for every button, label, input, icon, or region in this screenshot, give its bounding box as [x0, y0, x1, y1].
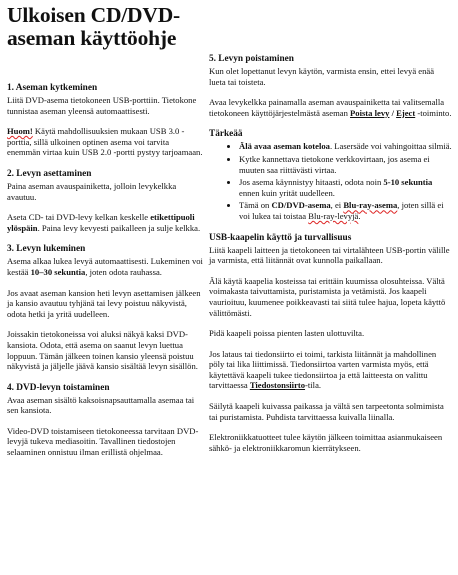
list-text: .	[358, 210, 361, 221]
emphasis-text: etikettipuoli ylöspäin	[7, 212, 195, 233]
list-text: Blu-ray-levyjä	[308, 210, 359, 221]
section-connect	[7, 82, 203, 158]
right-column	[209, 53, 452, 463]
paragraph-text: Käytä mahdollisuuksien mukaan USB 3.0 -porttia, sillä ulkoinen optinen asema voi tarvita enemmän virtaa kuin USB 2.0 -portti pystyy tarjoamaan.	[7, 126, 203, 158]
section-play	[7, 382, 203, 458]
section-heading: 2. Levyn asettaminen	[7, 168, 92, 179]
emphasis-text: Blu-ray-asema	[343, 200, 398, 211]
mode-reference: Tiedostonsiirto	[249, 380, 306, 391]
list-text: . Lasersäde voi vahingoittaa silmiä.	[329, 141, 452, 152]
section-heading: 4. DVD-levyn toistaminen	[7, 382, 110, 393]
section-usb-cable	[209, 232, 452, 454]
list-text: , joten sillä ei voi lukea tai toistaa	[239, 200, 444, 221]
paragraph: Elektroniikkatuotteet tulee käytön jälkeen toimittaa asianmukaiseen sähkö- ja elektroniikkaromun kierrätykseen.	[209, 432, 443, 453]
emphasis-text: 5-10 sekuntia	[383, 177, 433, 188]
section-insert	[7, 168, 203, 233]
paragraph: Säilytä kaapeli kuivassa paikassa ja vältä sen tarpeetonta solmimista tai puristamista. Puhdista tarvittaessa kuivalla liinalla.	[209, 401, 444, 422]
list-text: , ei	[330, 200, 344, 211]
emphasis-text: Älä avaa aseman koteloa	[239, 141, 330, 152]
paragraph: Älä käytä kaapelia kosteissa tai erittäin kuumissa olosuhteissa. Vältä voimakasta taivuttamista, puristamista ja vetämistä. Jos kaapeli vaurioituu, kuumenee poikkeavasti tai siitä tulee hajua, lopeta käyttö välittömästi.	[209, 275, 446, 318]
paragraph: Avaa aseman sisältö kaksoisnapsauttamalla asemaa tai sen kansiota.	[7, 394, 195, 416]
section-eject	[209, 53, 452, 118]
list-item	[239, 177, 452, 198]
paragraph: Liitä kaapeli laitteen ja tietokoneen tai virtalähteen USB-portin välille ja varmista, että liitännät ovat kunnolla paikallaan.	[209, 244, 450, 266]
paragraph	[7, 126, 203, 158]
paragraph-text: Aseta CD- tai DVD-levy kelkan keskelle	[7, 212, 151, 223]
separator: /	[389, 107, 397, 118]
menu-reference: Eject	[396, 107, 416, 118]
menu-reference: Poista levy	[350, 107, 390, 118]
paragraph-text: Jos lataus tai tiedonsiirto ei toimi, tarkista liitännät ja mahdollinen pöly tai lika liittimissä. Tiedonsiirtoa varten varmista myös, että käytettävä kaapeli tukee tiedonsiirtoa ja että laitteesta on valittu tarvittaessa	[209, 348, 437, 391]
list-text: Jos asema käynnistyy hitaasti, odota noin	[239, 177, 384, 188]
page-title: Ulkoisen CD/DVD-aseman käyttöohje	[7, 3, 180, 50]
emphasis-text: CD/DVD-asema	[271, 200, 331, 211]
section-heading: Tärkeää	[209, 129, 243, 140]
section-read	[7, 243, 203, 371]
paragraph: Pidä kaapeli poissa pienten lasten ulottuvilta.	[209, 328, 365, 339]
section-heading: 3. Levyn lukeminen	[7, 244, 86, 255]
paragraph: Kun olet lopettanut levyn käytön, varmista ensin, ettei levyä enää lueta tai toisteta.	[209, 66, 435, 87]
paragraph: Jos avaat aseman kansion heti levyn asettamisen jälkeen ja kansio avautuu tyhjänä tai levy poistuu näkyvistä, odota hetki ja yritä uudelleen.	[7, 287, 201, 319]
paragraph	[209, 97, 452, 118]
section-heading: USB-kaapelin käyttö ja turvallisuus	[209, 232, 352, 243]
list-item	[239, 141, 452, 152]
paragraph: Video-DVD toistamiseen tietokoneessa tarvitaan DVD-levyjä tukeva mediasoitin. Tavallinen tiedostojen selaaminen onnistuu ilman erillistä ohjelmaa.	[7, 425, 199, 458]
paragraph	[209, 349, 452, 391]
left-column	[7, 82, 203, 468]
paragraph: Liitä DVD-asema tietokoneen USB-porttiin. Tietokone tunnistaa aseman yleensä automaattisesti.	[7, 95, 197, 116]
list-text: Tämä on	[239, 200, 272, 211]
emphasis-text: 10–30 sekuntia	[30, 266, 86, 277]
paragraph-text: Asema alkaa lukea levyä automaattisesti. Lukeminen voi kestää	[7, 256, 203, 277]
list-text: ennen kuin yrität uudelleen.	[239, 187, 335, 198]
paragraph	[7, 212, 203, 233]
section-heading: 1. Aseman kytkeminen	[7, 83, 98, 93]
list-item: • Kytke kannettava tietokone verkkovirtaan, jos asema ei muuten saa riittävästi virtaa.	[239, 154, 452, 175]
paragraph-text: . Paina levy kevyesti paikalleen ja sulje kelkka.	[37, 222, 201, 233]
paragraph: Paina aseman avauspainiketta, jolloin levykelkka avautuu.	[7, 180, 177, 202]
section-important	[209, 128, 452, 221]
paragraph-text: Avaa levykelkka painamalla aseman avauspainiketta tai valitsemalla tietokoneen käyttöjärjestelmästä aseman	[209, 97, 445, 118]
warning-label: Huom!	[7, 126, 33, 137]
paragraph: Joissakin tietokoneissa voi aluksi näkyä kaksi DVD-kansiota. Odota, että asema on saanut levyn luettua loppuun. Tämän jälkeen toinen kansio yleensä poistuu näkyvistä ja jäljelle jäävä kansio sisältää levyn sisällön.	[7, 329, 198, 372]
paragraph-text: -toiminto.	[415, 107, 452, 118]
section-heading: 5. Levyn poistaminen	[209, 54, 294, 64]
paragraph	[7, 256, 203, 277]
warning-list	[209, 141, 452, 221]
paragraph-text: , joten odota rauhassa.	[85, 266, 162, 277]
paragraph-text: -tila.	[305, 380, 322, 391]
list-item	[239, 200, 452, 221]
